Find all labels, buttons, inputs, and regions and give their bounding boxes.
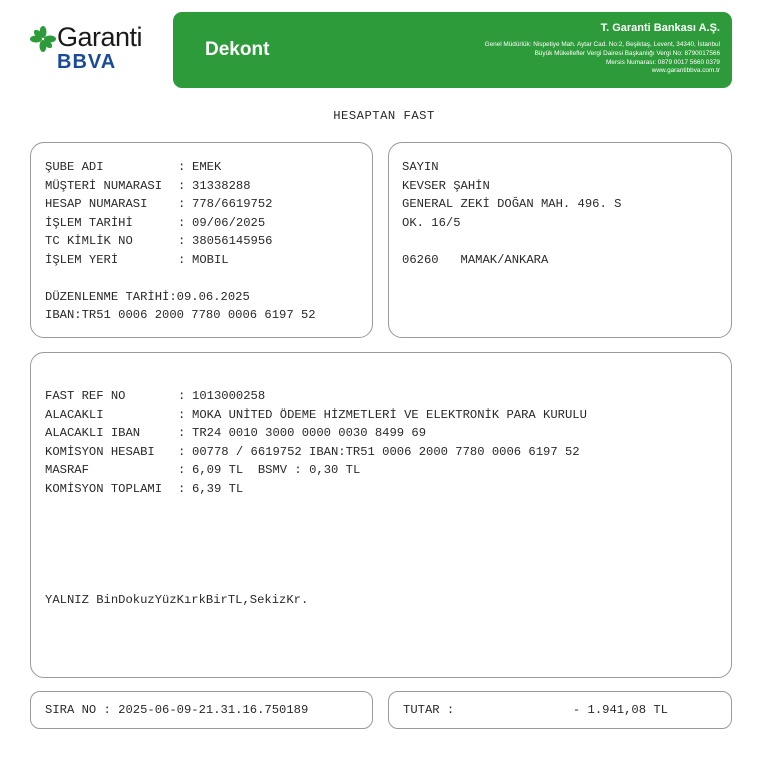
- field-value: 1013000258: [192, 389, 266, 403]
- customer-rows: [402, 158, 621, 269]
- customer-address-line: OK. 16/5: [402, 215, 461, 230]
- issue-date: DÜZENLENME TARİHİ:09.06.2025: [45, 289, 250, 304]
- field-label: KOMİSYON HESABI: [45, 444, 155, 459]
- fee-row: [45, 461, 587, 480]
- field-value: 31338288: [192, 178, 251, 193]
- garanti-bbva-logo: [30, 24, 150, 80]
- customer-name: KEVSER ŞAHİN: [402, 178, 490, 193]
- customer-city: MAMAK/ANKARA: [460, 252, 549, 267]
- transaction-details-box: [30, 352, 732, 678]
- account-iban: IBAN:TR51 0006 2000 7780 0006 6197 52: [45, 308, 316, 322]
- bank-name: T. Garanti Bankası A.Ş.: [600, 22, 720, 34]
- header-banner: [173, 12, 732, 88]
- field-colon: :: [178, 389, 186, 403]
- field-label: MÜŞTERİ NUMARASI: [45, 178, 163, 193]
- customer-postal-code: 06260: [402, 252, 439, 267]
- transaction-detail-rows: [45, 387, 587, 498]
- fee-label: MASRAF: [45, 463, 89, 477]
- document-title: HESAPTAN FAST: [333, 109, 435, 123]
- branch-row: [45, 195, 316, 214]
- sequence-value: 2025-06-09-21.31.16.750189: [118, 703, 309, 717]
- field-value: EMEK: [192, 160, 222, 174]
- field-label: ALACAKLI IBAN: [45, 426, 141, 440]
- amount-label: TUTAR :: [403, 703, 455, 717]
- amount-value: - 1.941,08 TL: [572, 703, 668, 717]
- logo-wordmark: Garanti: [57, 22, 143, 52]
- bank-address-block: [485, 41, 720, 76]
- detail-row: [45, 406, 587, 425]
- logo-sub-wordmark: BBVA: [57, 51, 117, 73]
- bank-website: www.garantibbva.com.tr: [651, 67, 720, 75]
- field-colon: :: [178, 463, 186, 477]
- field-label: ALACAKLI: [45, 407, 104, 422]
- detail-row: [45, 443, 587, 462]
- spacer-row: [402, 232, 621, 251]
- field-value: MOKA UNİTED ÖDEME HİZMETLERİ VE ELEKTRONİK PARA KURULU: [192, 407, 587, 422]
- field-colon: :: [178, 426, 186, 440]
- detail-row: [45, 387, 587, 406]
- field-colon: :: [178, 178, 186, 193]
- customer-box: [388, 142, 732, 338]
- branch-row: [45, 232, 316, 251]
- field-value: 38056145956: [192, 234, 273, 248]
- fee-value: 6,09 TL: [192, 463, 244, 477]
- field-label: TC KİMLİK NO: [45, 234, 133, 248]
- branch-row: [45, 177, 316, 196]
- field-colon: :: [178, 481, 186, 496]
- bsmv-value: 0,30 TL: [309, 463, 361, 477]
- detail-row: [45, 424, 587, 443]
- field-colon: :: [178, 197, 186, 211]
- sequence-box: [30, 691, 373, 729]
- field-value: MOBIL: [192, 252, 229, 267]
- field-colon: :: [178, 252, 186, 267]
- field-label: ŞUBE ADI: [45, 160, 104, 174]
- customer-salutation: SAYIN: [402, 160, 439, 174]
- amount-in-words: YALNIZ BinDokuzYüzKırkBirTL,SekizKr.: [45, 593, 309, 607]
- branch-row: [45, 158, 316, 177]
- field-colon: :: [178, 215, 186, 230]
- field-value: TR24 0010 3000 0000 0030 8499 69: [192, 426, 427, 440]
- field-colon: :: [178, 234, 186, 248]
- field-colon: :: [178, 160, 186, 174]
- fee-total-row: [45, 480, 587, 499]
- spacer-row: [45, 269, 316, 288]
- receipt-title: Dekont: [205, 39, 270, 60]
- amount-box: [388, 691, 732, 729]
- field-value: 00778 / 6619752 IBAN:TR51 0006 2000 7780 0006 6197 52: [192, 444, 580, 459]
- field-label: HESAP NUMARASI: [45, 197, 148, 211]
- sequence-label: SIRA NO :: [45, 703, 111, 717]
- field-label: FAST REF NO: [45, 389, 126, 403]
- customer-city-line: [402, 251, 621, 270]
- field-label: İŞLEM YERİ: [45, 252, 119, 267]
- field-value: 778/6619752: [192, 197, 273, 211]
- branch-row: [45, 251, 316, 270]
- clover-logo-icon: [30, 26, 56, 52]
- branch-info-box: [30, 142, 373, 338]
- fee-total-label: KOMİSYON TOPLAMI: [45, 481, 163, 496]
- field-colon: :: [178, 444, 186, 459]
- branch-info-rows: [45, 158, 316, 325]
- bsmv-label: BSMV :: [257, 463, 302, 477]
- customer-address-line: GENERAL ZEKİ DOĞAN MAH. 496. S: [402, 197, 622, 211]
- field-colon: :: [178, 407, 186, 422]
- fee-total-value: 6,39 TL: [192, 481, 244, 496]
- bank-mersis-line: Mersis Numarası: 0879 0017 5660 0379: [605, 58, 720, 66]
- bank-tax-line: Büyük Mükellefler Vergi Dairesi Başkanlığı Vergi No: 8790017566: [534, 49, 720, 57]
- sequence-line: [45, 703, 308, 717]
- field-value: 09/06/2025: [192, 215, 266, 230]
- branch-row: [45, 214, 316, 233]
- field-label: İŞLEM TARİHİ: [45, 215, 133, 230]
- bank-address-line: Genel Müdürlük: Nispetiye Mah. Aytar Cad. No:2, Beşiktaş, Levent, 34340, İstanbul: [484, 41, 720, 48]
